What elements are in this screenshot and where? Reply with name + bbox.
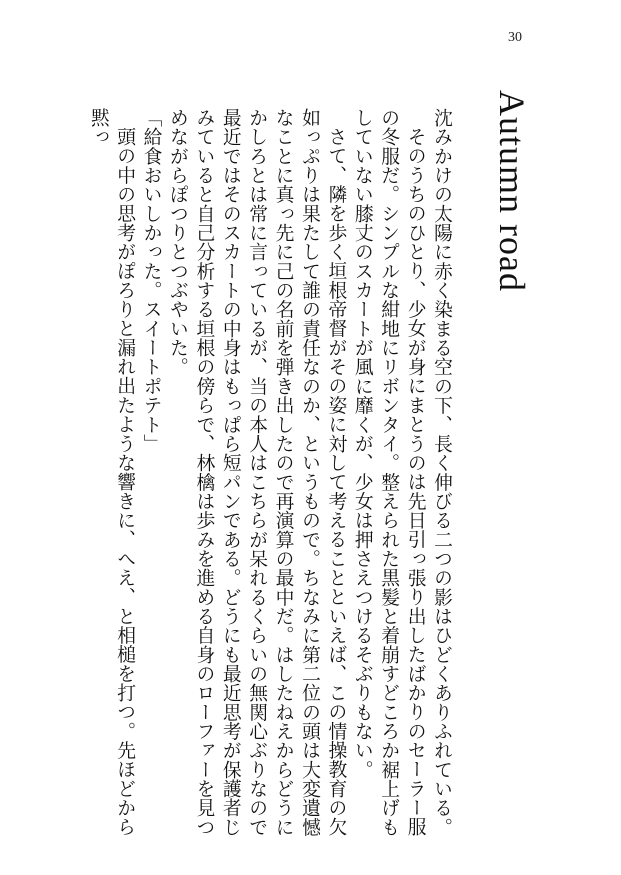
dialogue-line: 「給食おいしかった。スイートポテト」 xyxy=(140,108,162,454)
chapter-title: Autumn road xyxy=(492,90,532,292)
vertical-body-text xyxy=(87,108,454,838)
paragraph-2: そのうちのひとり、少女が身にまとうのは先日引っ張り出したばかりのセーラー服の冬服だ。シンプルな紺地にリボンタイ。整えられた黒髪と着崩すどころか裾上げもしていない膝丈のスカートが風に靡くが、少女は押さえつけるそぶりもない。 xyxy=(351,108,426,837)
paragraph-3: さて、隣を歩く垣根帝督がその姿に対して考えることといえば、この情操教育の欠如っぷりは果たして誰の責任なのか、というもので。ちなみに第二位の頭は大変遺憾なことに真っ先に己の名前を弾き出したので再演算の最中だ。はしたねえからどうにかしろとは常に言っているが、当の本人はこちらが呆れるくらいの無関心ぶりなので最近ではそのスカートの中身はもっぱら短パンである。どうにも最近思考が保護者じみていると自己分析する垣根の傍らで、林檎は歩みを進める自身のローファーを見つめながらぽつりとつぶやいた。 xyxy=(166,108,347,837)
paragraph-1: 沈みかけの太陽に赤く染まる空の下、長く伸びる二つの影はひどくありふれている。 xyxy=(431,108,452,837)
paragraph-5: 頭の中の思考がぽろりと漏れ出たような響きに、へえ、と相槌を打つ。先ほどから黙っ xyxy=(87,108,136,837)
page-number: 30 xyxy=(508,30,522,45)
